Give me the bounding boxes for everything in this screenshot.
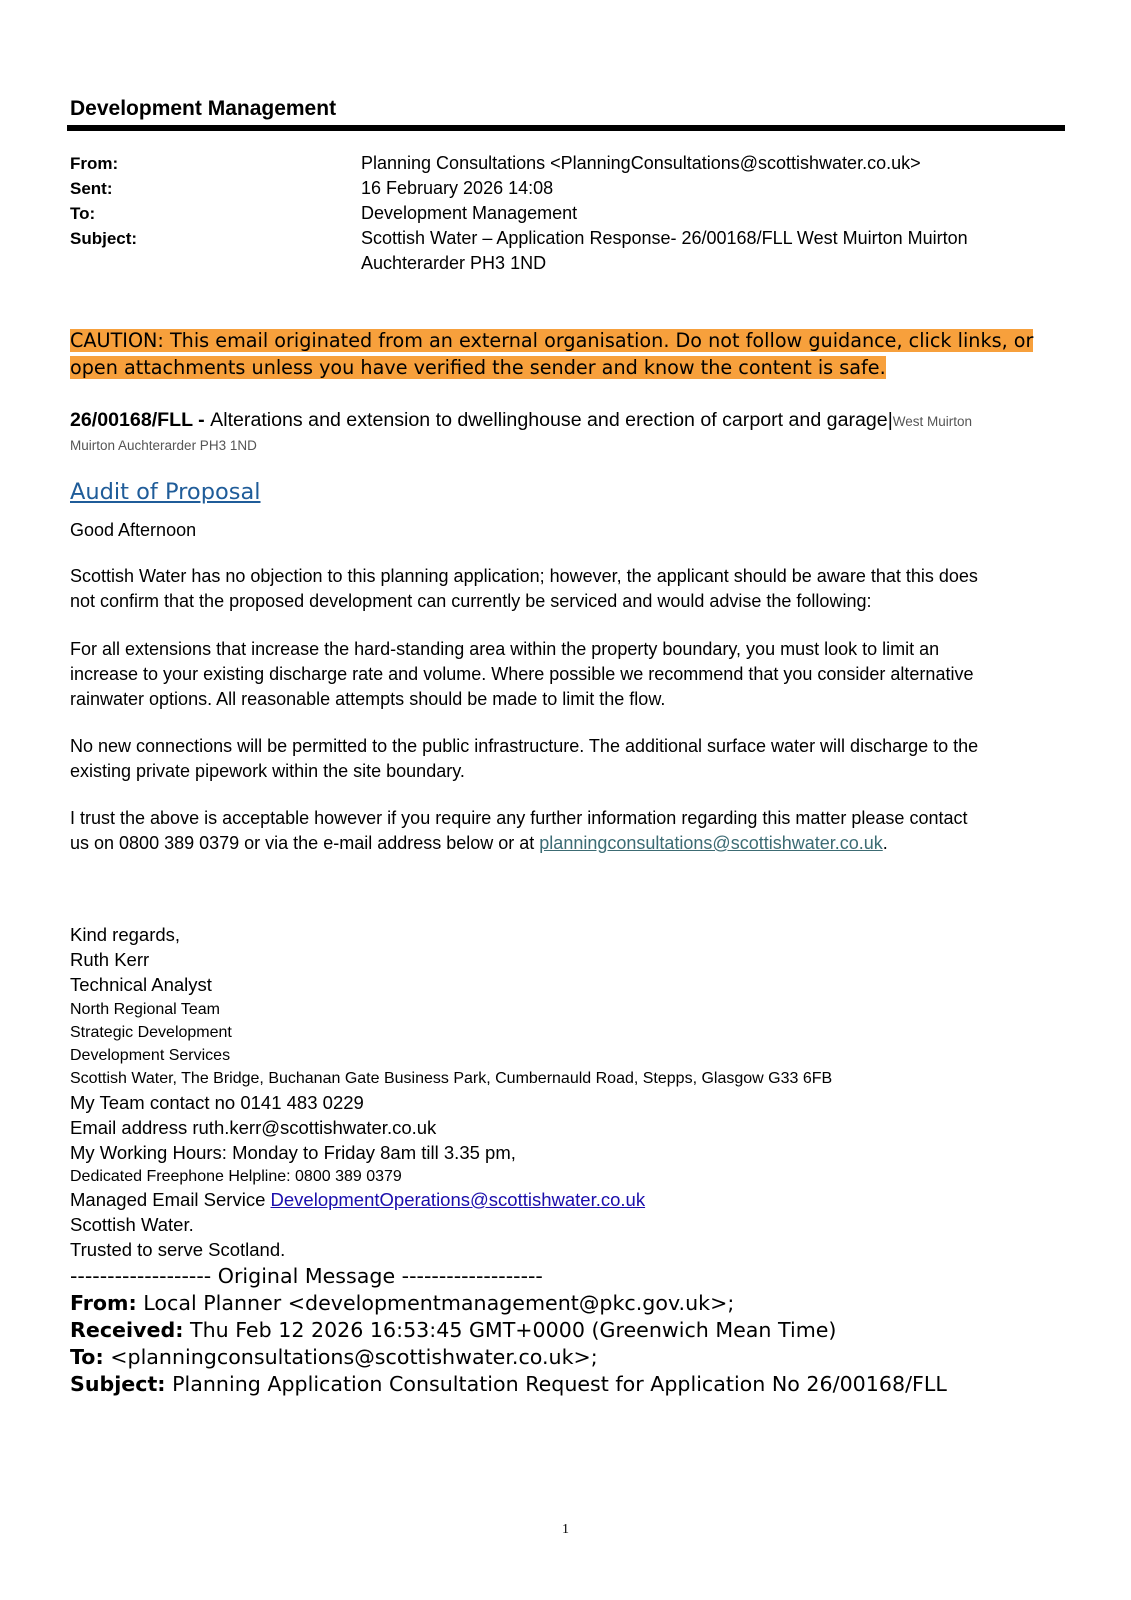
subject-label: Subject: — [70, 229, 138, 248]
application-line — [70, 409, 972, 432]
page-number: 1 — [562, 1522, 569, 1537]
paragraph-1 — [70, 564, 1070, 614]
application-ref: 26/00168/FLL — [70, 409, 193, 431]
audit-heading: Audit of Proposal — [70, 479, 261, 505]
from-label: From: — [70, 154, 119, 173]
signature-email: Email address ruth.kerr@scottishwater.co.uk — [70, 1117, 437, 1138]
original-subject — [70, 1372, 947, 1396]
signature-dept2: Development Services — [70, 1047, 231, 1064]
signature-hours: My Working Hours: Monday to Friday 8am till 3.35 pm, — [70, 1142, 516, 1163]
application-description: Alterations and extension to dwellinghouse and erection of carport and garage — [210, 409, 888, 431]
signature-managed-email — [70, 1189, 645, 1211]
signature-tagline: Trusted to serve Scotland. — [70, 1239, 286, 1260]
paragraph-4 — [70, 806, 1070, 856]
original-subject-label: Subject: — [70, 1372, 166, 1396]
original-from-value: Local Planner <developmentmanagement@pkc.gov.uk>; — [136, 1291, 735, 1315]
original-received-label: Received: — [70, 1318, 184, 1342]
development-operations-link[interactable]: DevelopmentOperations@scottishwater.co.uk — [270, 1189, 646, 1210]
document-title: Development Management — [70, 97, 337, 120]
sent-label: Sent: — [70, 179, 113, 198]
p2-line1: For all extensions that increase the hard-standing area within the property boundary, you must look to limit an — [70, 639, 940, 659]
p4-line2 — [70, 831, 1070, 856]
signature-team-contact: My Team contact no 0141 483 0229 — [70, 1092, 364, 1113]
p3-line2: existing private pipework within the site boundary. — [70, 761, 465, 781]
p2-line3: rainwater options. All reasonable attempts should be made to limit the flow. — [70, 689, 666, 709]
original-to-label: To: — [70, 1345, 104, 1369]
p4-line1: I trust the above is acceptable however if you require any further information regarding this matter please contact — [70, 808, 968, 828]
p1-line2: not confirm that the proposed development can currently be serviced and would advise the following: — [70, 591, 872, 611]
signature-regards: Kind regards, — [70, 924, 181, 945]
greeting: Good Afternoon — [70, 520, 197, 540]
title-rule — [67, 125, 1065, 131]
original-from-label: From: — [70, 1291, 137, 1315]
application-address-part1: West Muirton — [892, 414, 973, 429]
caution-line1: CAUTION: This email originated from an external organisation. Do not follow guidance, click links, or — [70, 329, 1034, 352]
signature-dept1: Strategic Development — [70, 1024, 232, 1041]
subject-value-line2: Auchterarder PH3 1ND — [361, 253, 547, 273]
original-received-value: Thu Feb 12 2026 16:53:45 GMT+0000 (Greenwich Mean Time) — [183, 1318, 837, 1342]
p1-line1: Scottish Water has no objection to this planning application; however, the applicant should be aware that this does — [70, 566, 978, 586]
signature-title: Technical Analyst — [70, 974, 212, 995]
p4-line2-prefix: us on 0800 389 0379 or via the e-mail address below or at — [70, 833, 540, 853]
original-to-value: <planningconsultations@scottishwater.co.uk>; — [103, 1345, 598, 1369]
from-value: Planning Consultations <PlanningConsultations@scottishwater.co.uk> — [361, 153, 921, 173]
original-subject-value: Planning Application Consultation Request for Application No 26/00168/FLL — [165, 1372, 947, 1396]
planning-consultations-link[interactable]: planningconsultations@scottishwater.co.uk — [539, 833, 883, 853]
signature-org: Scottish Water. — [70, 1214, 194, 1235]
caution-line2: open attachments unless you have verified the sender and know the content is safe. — [70, 356, 886, 379]
p3-line1: No new connections will be permitted to the public infrastructure. The additional surface water will discharge to the — [70, 736, 979, 756]
signature-address: Scottish Water, The Bridge, Buchanan Gate Business Park, Cumbernauld Road, Stepps, Glasgow G33 6FB — [70, 1070, 833, 1087]
original-from — [70, 1291, 734, 1315]
paragraph-2 — [70, 637, 1070, 712]
p2-line2: increase to your existing discharge rate and volume. Where possible we recommend that you consider alternative — [70, 664, 974, 684]
managed-email-prefix: Managed Email Service — [70, 1189, 271, 1210]
paragraph-3 — [70, 734, 1070, 784]
signature-helpline: Dedicated Freephone Helpline: 0800 389 0379 — [70, 1168, 402, 1185]
to-label: To: — [70, 204, 96, 223]
sent-value: 16 February 2026 14:08 — [361, 178, 554, 198]
caution-banner — [70, 327, 1060, 381]
application-address-part2: Muirton Auchterarder PH3 1ND — [70, 438, 257, 453]
signature-name: Ruth Kerr — [70, 949, 150, 970]
to-value: Development Management — [361, 203, 578, 223]
original-to — [70, 1345, 598, 1369]
signature-team: North Regional Team — [70, 1001, 221, 1018]
original-received — [70, 1318, 836, 1342]
subject-value-line1: Scottish Water – Application Response- 26/00168/FLL West Muirton Muirton — [361, 228, 968, 248]
original-message-divider: ------------------- Original Message ------------------- — [70, 1264, 543, 1288]
p4-suffix: . — [882, 833, 888, 853]
application-bar: | — [887, 409, 893, 431]
application-sep: - — [192, 409, 211, 431]
